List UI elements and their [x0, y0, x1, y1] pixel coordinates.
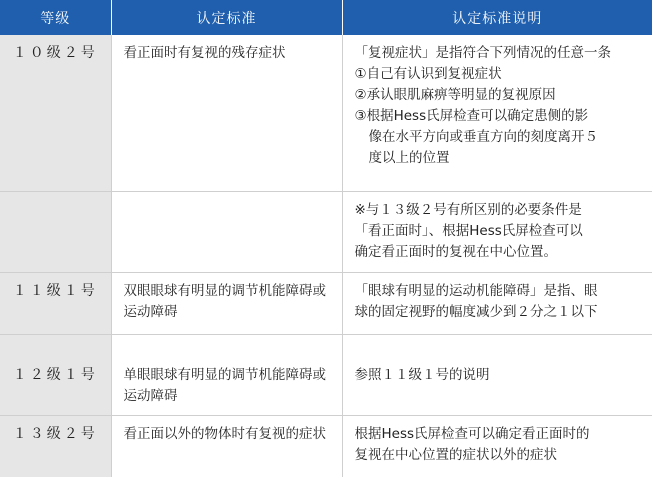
standard-cell: 看正面以外的物体时有复视的症状: [111, 415, 342, 477]
table-row: [0, 35, 652, 191]
explanation-line: 「眼球有明显的运动机能障碍」是指、眼: [354, 282, 598, 299]
standard-cell: 看正面时有复视的残存症状: [111, 35, 342, 191]
header-standard: 认定标准: [111, 0, 342, 35]
explanation-cell: [342, 334, 652, 415]
grade-cell: [0, 191, 111, 272]
header-explanation: 认定标准说明: [342, 0, 652, 35]
explanation-cell: [342, 415, 652, 477]
explanation-cell: [342, 35, 652, 191]
table-row: [0, 191, 652, 272]
standard-cell: [111, 191, 342, 272]
table-row: [0, 272, 652, 334]
explanation-line: 复视在中心位置的症状以外的症状: [354, 446, 557, 463]
explanation-line: ③根据Hess氏屏检查可以确定患侧的影: [354, 108, 589, 124]
explanation-line: 确定看正面时的复视在中心位置。: [354, 243, 557, 260]
grade-cell: １２级１号: [0, 334, 111, 415]
explanation-line: 根据Hess氏屏检查可以确定看正面时的: [354, 425, 590, 442]
explanation-cell: [342, 272, 652, 334]
explanation-line: ②承认眼肌麻痹等明显的复视原因: [354, 87, 556, 103]
header-grade: 等级: [0, 0, 111, 35]
explanation-line: ※与１３级２号有所区别的必要条件是: [354, 201, 582, 218]
explanation-line: ①自己有认识到复视症状: [354, 66, 502, 82]
explanation-line: 「看正面时」、根据Hess氏屏检查可以: [354, 222, 583, 239]
grade-cell: １１级１号: [0, 272, 111, 334]
explanation-line: 度以上的位置: [368, 150, 450, 166]
standard-cell: 双眼眼球有明显的调节机能障碍或运动障碍: [111, 272, 342, 334]
explanation-line: 「复视症状」是指符合下列情况的任意一条: [354, 45, 611, 61]
explanation-cell: [342, 191, 652, 272]
explanation-line: 参照１１级１号的说明: [354, 366, 490, 383]
standard-cell: 单眼眼球有明显的调节机能障碍或运动障碍: [111, 334, 342, 415]
table-header-row: [0, 0, 652, 35]
grade-cell: １０级２号: [0, 35, 111, 191]
grade-cell: １３级２号: [0, 415, 111, 477]
explanation-line: 像在水平方向或垂直方向的刻度离开５: [368, 129, 598, 145]
table-row: [0, 334, 652, 415]
explanation-line: 球的固定视野的幅度减少到２分之１以下: [354, 303, 598, 320]
table-row: [0, 415, 652, 477]
